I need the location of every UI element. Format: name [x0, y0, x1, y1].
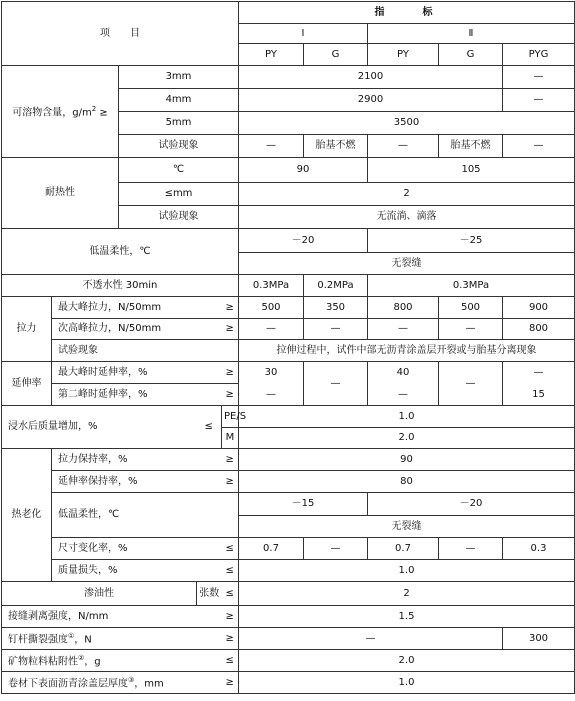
water-value-3: 0.3MPa — [368, 275, 575, 297]
nail-unit: ，N — [74, 633, 92, 645]
aging-label: 热老化 — [2, 449, 52, 582]
elong-max-value: 40 — [368, 362, 439, 384]
aging-dim-label: 尺寸变化率，% — [52, 538, 222, 560]
peel-value: 1.5 — [239, 606, 575, 628]
heat-mm-value: 2 — [239, 183, 575, 206]
water-label: 不透水性 30min — [2, 275, 239, 297]
nail-note: ① — [68, 631, 75, 640]
aging-dim-value: — — [304, 538, 368, 560]
tensile-max-label: 最大峰拉力，N/50mm — [52, 297, 222, 319]
elong-second-label: 第二峰时延伸率，% — [52, 384, 222, 406]
peel-ge: ≥ — [222, 606, 239, 628]
immersion-label: 浸水后质量增加，% — [2, 406, 197, 449]
mineral-label-text: 矿物粒料粘附性 — [8, 655, 78, 667]
header-col-g: G — [304, 44, 368, 66]
aging-tensile-value: 90 — [239, 449, 575, 471]
heat-mm-label: ≤mm — [119, 183, 239, 206]
elong-max-value: — — [439, 362, 503, 406]
immersion-m-value: 2.0 — [239, 428, 575, 449]
soluble-test-value: 胎基不燃 — [304, 135, 368, 158]
nail-label-text: 钉杆撕裂强度 — [8, 633, 68, 645]
coating-label-text: 卷材下表面沥青涂盖层厚度 — [8, 677, 128, 689]
aging-elong-label: 延伸率保持率，% — [52, 471, 222, 493]
soluble-5mm-value: 3500 — [239, 112, 575, 135]
mineral-le: ≤ — [222, 650, 239, 672]
aging-dim-le: ≤ — [222, 538, 239, 560]
header-col-pyg: PYG — [503, 44, 575, 66]
tensile-second-value: 800 — [503, 319, 575, 340]
oil-sub: 张数 — [197, 582, 222, 606]
spec-table — [1, 1, 575, 694]
mineral-unit: ，g — [84, 655, 101, 667]
aging-dim-value: 0.3 — [503, 538, 575, 560]
aging-tensile-label: 拉力保持率，% — [52, 449, 222, 471]
peel-label: 接缝剥离强度，N/mm — [2, 606, 222, 628]
coating-label — [2, 672, 222, 694]
aging-elong-value: 80 — [239, 471, 575, 493]
soluble-4mm-label: 4mm — [119, 89, 239, 112]
soluble-label — [2, 66, 119, 158]
heat-label: 耐热性 — [2, 158, 119, 229]
aging-lowtemp-label: 低温柔性，℃ — [52, 493, 239, 538]
water-value-2: 0.2MPa — [304, 275, 368, 297]
mineral-note: ② — [78, 653, 85, 662]
elong-second-value: 15 — [503, 384, 575, 406]
header-col-py: PY — [368, 44, 439, 66]
nail-value-2: 300 — [503, 628, 575, 650]
nail-label — [2, 628, 222, 650]
tensile-label: 拉力 — [2, 297, 52, 362]
soluble-label-sup: 2 — [91, 104, 97, 113]
heat-test-label: 试验现象 — [119, 206, 239, 229]
tensile-max-value: 500 — [239, 297, 304, 319]
soluble-3mm-pyg: — — [503, 66, 575, 89]
elong-label: 延伸率 — [2, 362, 52, 406]
aging-dim-value: 0.7 — [239, 538, 304, 560]
soluble-label-ge: ≥ — [99, 106, 108, 118]
tensile-second-label: 次高峰拉力，N/50mm — [52, 319, 222, 340]
aging-mass-le: ≤ — [222, 560, 239, 582]
soluble-test-value: — — [239, 135, 304, 158]
aging-dim-value: 0.7 — [368, 538, 439, 560]
tensile-second-value: — — [439, 319, 503, 340]
heat-temp-value-2: 105 — [368, 158, 575, 183]
aging-tensile-ge: ≥ — [222, 449, 239, 471]
elong-second-value: — — [239, 384, 304, 406]
coating-ge: ≥ — [222, 672, 239, 694]
elong-max-value: — — [503, 362, 575, 384]
header-grade-1: Ⅰ — [239, 24, 368, 44]
mineral-label — [2, 650, 222, 672]
header-item: 项 目 — [2, 2, 239, 66]
mineral-value: 2.0 — [239, 650, 575, 672]
immersion-le: ≤ — [197, 406, 222, 449]
nail-value-1: — — [239, 628, 503, 650]
tensile-test-value: 拉伸过程中，试件中部无沥青涂盖层开裂或与胎基分离现象 — [239, 340, 575, 362]
tensile-max-ge: ≥ — [222, 297, 239, 319]
tensile-max-value: 800 — [368, 297, 439, 319]
immersion-pes-label: PE/S — [222, 406, 239, 428]
tensile-second-ge: ≥ — [222, 319, 239, 340]
tensile-max-value: 350 — [304, 297, 368, 319]
aging-mass-label: 质量损失，% — [52, 560, 222, 582]
elong-max-value: 30 — [239, 362, 304, 384]
elong-max-label: 最大峰时延伸率，% — [52, 362, 222, 384]
soluble-5mm-label: 5mm — [119, 112, 239, 135]
tensile-max-value: 900 — [503, 297, 575, 319]
immersion-pes-value: 1.0 — [239, 406, 575, 428]
elong-second-value: — — [368, 384, 439, 406]
soluble-label-text: 可溶物含量，g/m — [12, 106, 92, 118]
aging-dim-value: — — [439, 538, 503, 560]
soluble-test-value: — — [503, 135, 575, 158]
soluble-3mm-label: 3mm — [119, 66, 239, 89]
aging-mass-value: 1.0 — [239, 560, 575, 582]
nail-ge: ≥ — [222, 628, 239, 650]
soluble-4mm-pyg: — — [503, 89, 575, 112]
coating-note: ③ — [128, 675, 135, 684]
lowtemp-value-1: －20 — [239, 229, 368, 253]
elong-max-value: — — [304, 362, 368, 406]
oil-value: 2 — [239, 582, 575, 606]
aging-elong-ge: ≥ — [222, 471, 239, 493]
tensile-test-label: 试验现象 — [52, 340, 239, 362]
elong-second-ge: ≥ — [222, 384, 239, 406]
tensile-second-value: — — [304, 319, 368, 340]
soluble-3mm-value: 2100 — [239, 66, 503, 89]
water-value-1: 0.3MPa — [239, 275, 304, 297]
aging-lowtemp-value-1: －15 — [239, 493, 368, 516]
lowtemp-label: 低温柔性，℃ — [2, 229, 239, 275]
coating-unit: ，mm — [134, 677, 164, 689]
heat-temp-label: ℃ — [119, 158, 239, 183]
heat-temp-value-1: 90 — [239, 158, 368, 183]
tensile-second-value: — — [239, 319, 304, 340]
lowtemp-crack: 无裂缝 — [239, 253, 575, 275]
soluble-test-value: 胎基不燃 — [439, 135, 503, 158]
header-col-g: G — [439, 44, 503, 66]
aging-lowtemp-value-2: －20 — [368, 493, 575, 516]
oil-le: ≤ — [222, 582, 239, 606]
header-grade-2: Ⅱ — [368, 24, 575, 44]
lowtemp-value-2: －25 — [368, 229, 575, 253]
immersion-m-label: M — [222, 428, 239, 449]
tensile-max-value: 500 — [439, 297, 503, 319]
elong-max-ge: ≥ — [222, 362, 239, 384]
coating-value: 1.0 — [239, 672, 575, 694]
soluble-test-label: 试验现象 — [119, 135, 239, 158]
aging-lowtemp-crack: 无裂缝 — [239, 516, 575, 538]
header-col-py: PY — [239, 44, 304, 66]
tensile-second-value: — — [368, 319, 439, 340]
soluble-test-value: — — [368, 135, 439, 158]
heat-test-value: 无流淌、滴落 — [239, 206, 575, 229]
soluble-4mm-value: 2900 — [239, 89, 503, 112]
header-indicator: 指 标 — [239, 2, 575, 24]
oil-label: 渗油性 — [2, 582, 197, 606]
